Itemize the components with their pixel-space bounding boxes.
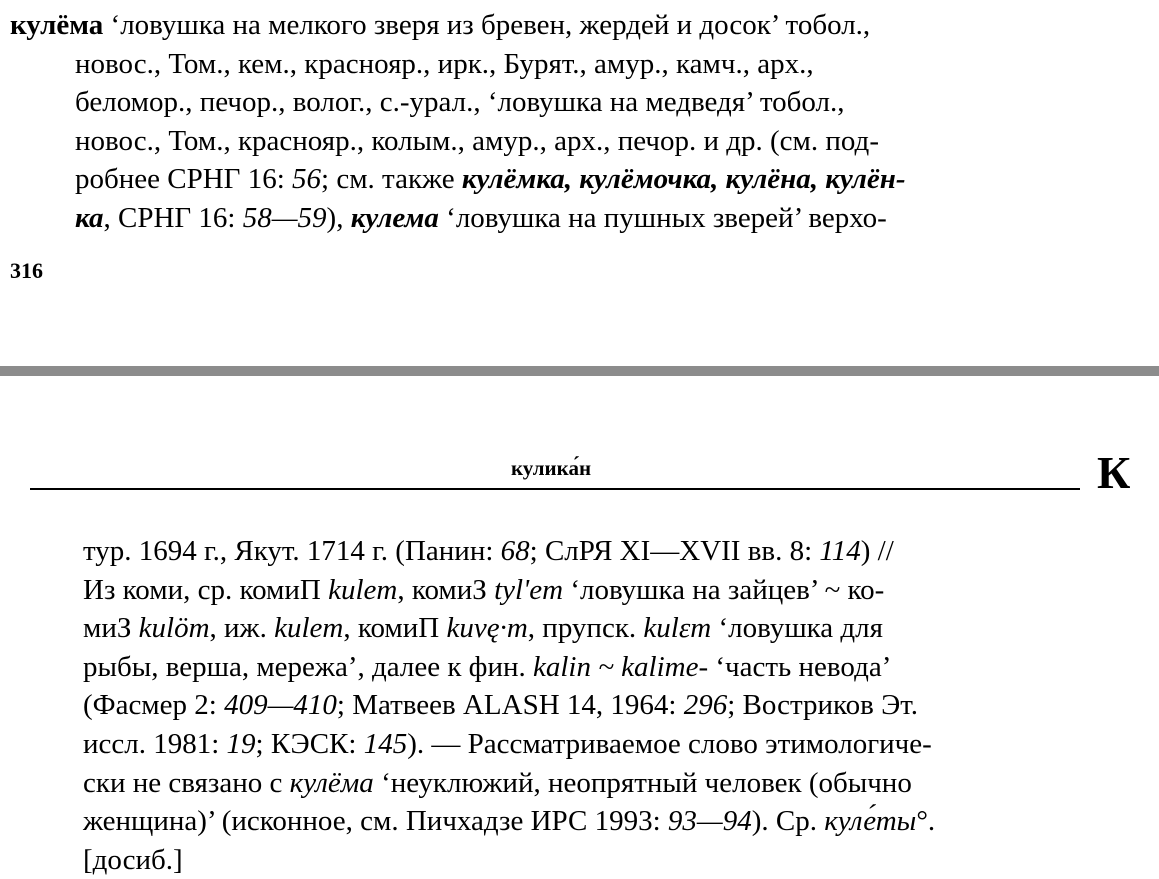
text-run: °. — [916, 805, 936, 838]
section-letter: К — [1097, 447, 1131, 498]
text-run: , СРНГ 16: — [103, 201, 243, 234]
cross-ref-words: кулёмка, кулёмочка, кулёна, кулён- — [461, 163, 906, 196]
text-line — [10, 122, 1148, 161]
text-run: иссл. 1981: — [83, 727, 227, 760]
top-page-fragment — [0, 0, 1159, 362]
entry-kulikan-continuation — [83, 532, 1143, 879]
text-run: ‘ловушка на зайцев’ ~ ко- — [563, 573, 885, 606]
page-number: 316 — [10, 258, 43, 283]
text-run: новос., Том., кем., краснояр., ирк., Бурят., амур., камч., арх., — [75, 47, 814, 80]
text-run: (Фасмер 2: — [83, 689, 225, 722]
page-ref: 93—94 — [667, 805, 752, 838]
text-line — [83, 725, 1143, 764]
page-separator — [0, 366, 1159, 376]
text-line — [10, 6, 1148, 45]
text-run: новос., Том., краснояр., колым., амур., арх., печор. и др. (см. под- — [75, 124, 879, 157]
text-run: беломор., печор., волог., с.-урал., ‘ловушка на медведя’ тобол., — [75, 86, 845, 119]
header-word: кулика́н — [511, 456, 592, 480]
foreign-word: tyl'em — [494, 573, 564, 606]
headword: кулёма — [10, 9, 104, 41]
text-line — [83, 532, 1143, 571]
text-line — [83, 571, 1143, 610]
text-run: ‘часть невода’ — [708, 650, 892, 683]
text-run: ; см. также — [321, 163, 462, 196]
page-ref: 145 — [363, 727, 408, 760]
text-run: ), — [326, 201, 351, 234]
text-run: , прупск. — [527, 612, 644, 645]
page-ref: 68 — [500, 535, 530, 567]
foreign-word: kulεm — [643, 612, 712, 645]
text-run: ; Матвеев ALASH 14, 1964: — [336, 689, 684, 722]
text-line — [83, 609, 1143, 648]
text-line — [83, 764, 1143, 803]
page-ref: 114 — [819, 535, 861, 567]
text-run: , иж. — [209, 612, 275, 645]
text-line — [83, 686, 1143, 725]
text-line — [83, 802, 1143, 841]
text-run: женщина)’ (исконное, см. Пичхадзе ИРС 1993: — [83, 805, 668, 838]
page-ref: 296 — [683, 689, 728, 722]
text-run: ) // — [860, 535, 894, 567]
foreign-word: kuvę·m — [446, 612, 528, 645]
text-line — [10, 45, 1148, 84]
text-line — [10, 199, 1148, 238]
entry-kulema-continuation — [10, 6, 1148, 238]
page-ref: 56 — [292, 163, 322, 196]
foreign-word: kulöm — [138, 612, 210, 645]
text-run: ; КЭСК: — [255, 727, 364, 760]
text-run: ). Ср. — [751, 805, 825, 838]
text-run: рыбы, верша, мережа’, далее к фин. — [83, 650, 533, 683]
page-ref: 58—59 — [242, 201, 327, 234]
text-run: тур. 1694 г., Якут. 1714 г. (Панин: — [83, 535, 501, 567]
text-run: [досиб.] — [83, 843, 183, 876]
header-rule — [30, 488, 1080, 490]
text-run: ски не связано с — [83, 766, 290, 799]
text-line — [10, 160, 1148, 199]
text-run: , комиЗ — [397, 573, 495, 606]
cross-ref-words: ка — [75, 201, 104, 234]
text-line — [83, 841, 1143, 879]
bottom-page-fragment — [0, 376, 1159, 876]
text-run: ‘ловушка на пушных зверей’ верхо- — [438, 201, 887, 234]
text-line — [10, 83, 1148, 122]
cross-ref-word: куле́ты — [824, 805, 917, 838]
foreign-word: kulem — [274, 612, 344, 645]
page-ref: 409—410 — [224, 689, 337, 722]
variant-word: кулема — [350, 201, 439, 234]
text-run: , комиП — [343, 612, 447, 645]
text-run: ). — Рассматриваемое слово этимологиче- — [407, 727, 932, 760]
text-run: ‘неуклюжий, неопрятный человек (обычно — [373, 766, 912, 799]
text-run: ‘ловушка для — [711, 612, 883, 645]
text-run: Из коми, ср. комиП — [83, 573, 329, 606]
text-run: миЗ — [83, 612, 139, 645]
running-header — [0, 448, 1159, 498]
text-run: ; СлРЯ XI—XVII вв. 8: — [529, 535, 820, 567]
page-ref: 19 — [226, 727, 256, 760]
text-run: робнее СРНГ 16: — [75, 163, 293, 196]
foreign-word: kulem — [328, 573, 398, 606]
foreign-word: kalin ~ kalime- — [533, 650, 709, 683]
text-run: ; Востриков Эт. — [727, 689, 918, 722]
text-line — [83, 648, 1143, 687]
cross-ref-word: кулёма — [289, 766, 374, 799]
text-run: ‘ловушка на мелкого зверя из бревен, жердей и досок’ тобол., — [103, 9, 871, 41]
